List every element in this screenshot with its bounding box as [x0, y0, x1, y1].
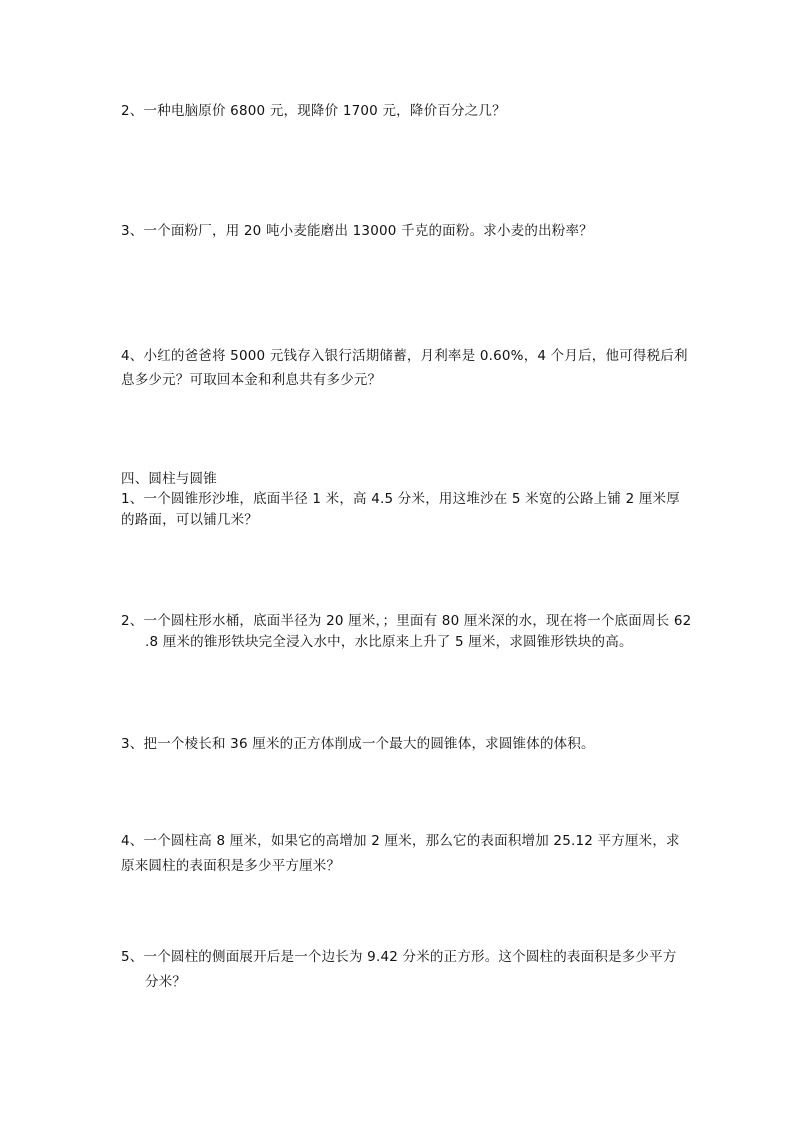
- cone-question-5-line-2: 分米？: [145, 974, 187, 990]
- cone-question-3-text: 3、把一个棱长和 36 厘米的正方体削成一个最大的圆锥体，求圆锥体的体积。: [121, 736, 595, 752]
- cone-question-4-line-1: 4、一个圆柱高 8 厘米，如果它的高增加 2 厘米，那么它的表面积增加 25.12 平方厘米，求: [121, 833, 680, 849]
- question-3-text: 3、一个面粉厂，用 20 吨小麦能磨出 13000 千克的面粉。求小麦的出粉率？: [121, 223, 593, 239]
- cone-question-2-line-1: 2、一个圆柱形水桶，底面半径为 20 厘米，；里面有 80 厘米深的水，现在将一个底面周长 62: [121, 613, 692, 629]
- cone-question-4-line-2: 原来圆柱的表面积是多少平方厘米？: [121, 858, 341, 874]
- cone-question-2-line-2: .8 厘米的锥形铁块完全浸入水中，水比原来上升了 5 厘米，求圆锥形铁块的高。: [145, 634, 633, 650]
- question-2-text: 2、一种电脑原价 6800 元，现降价 1700 元，降价百分之几？: [121, 103, 506, 119]
- cone-question-1-line-2: 的路面，可以铺几米？: [121, 512, 258, 528]
- question-4-text-line-1: 4、小红的爸爸将 5000 元钱存入银行活期储蓄，月利率是 0.60%，4 个月后，他可得税后利: [121, 348, 688, 364]
- question-4-text-line-2: 息多少元？可取回本金和利息共有多少元？: [121, 372, 382, 388]
- cone-question-1-line-1: 1、一个圆锥形沙堆，底面半径 1 米，高 4.5 分米，用这堆沙在 5 米宽的公路上铺 2 厘米厚: [121, 491, 680, 507]
- cone-question-5-line-1: 5、一个圆柱的侧面展开后是一个边长为 9.42 分米的正方形。这个圆柱的表面积是多少平方: [121, 949, 677, 965]
- section-heading: 四、圆柱与圆锥: [121, 471, 217, 487]
